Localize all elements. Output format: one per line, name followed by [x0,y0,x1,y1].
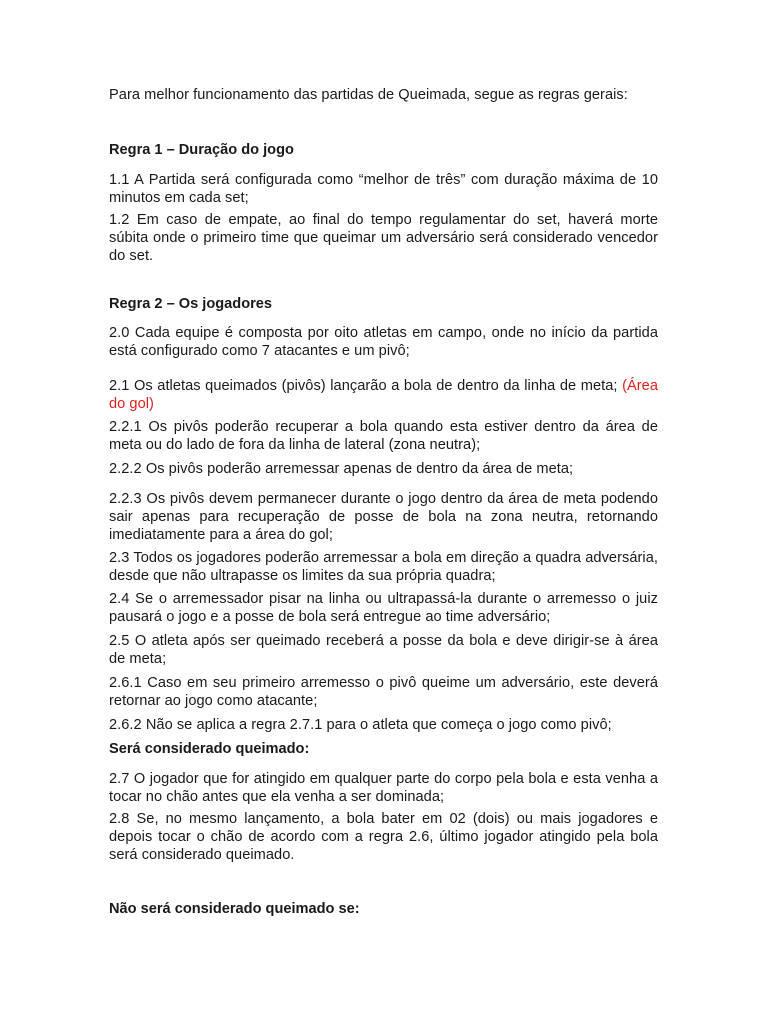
rule-item-2-1 [109,377,658,413]
rule-item-2-2-2: 2.2.2 Os pivôs poderão arremessar apenas de dentro da área de meta; [109,461,574,477]
rule2-heading: Regra 2 – Os jogadores [109,296,273,312]
queimado-heading: Será considerado queimado: [109,741,310,757]
rule-item-2-6-2: 2.6.2 Não se aplica a regra 2.7.1 para o atleta que começa o jogo como pivô; [109,717,612,733]
intro-paragraph: Para melhor funcionamento das partidas de Queimada, segue as regras gerais: [109,87,628,103]
rule-item-2-0: 2.0 Cada equipe é composta por oito atletas em campo, onde no início da partida está configurado como 7 atacantes e um pivô; [109,325,658,359]
rule-item-2-8: 2.8 Se, no mesmo lançamento, a bola bater em 02 (dois) ou mais jogadores e depois tocar o chão de acordo com a regra 2.6, último jogador atingido pela bola será considerado queimado. [109,811,658,863]
rule-item-2-7: 2.7 O jogador que for atingido em qualquer parte do corpo pela bola e esta venha a tocar no chão antes que ela venha a ser dominada; [109,771,658,805]
nao-queimado-heading: Não será considerado queimado se: [109,901,360,917]
rule-item-2-2-3: 2.2.3 Os pivôs devem permanecer durante o jogo dentro da área de meta podendo sair apenas para recuperação de posse de bola na zona neutra, retornando imediatamente para a área do gol; [109,491,658,543]
rule-item-2-3: 2.3 Todos os jogadores poderão arremessar a bola em direção a quadra adversária, desde que não ultrapasse os limites da sua própria quadra; [109,550,658,584]
rule-item-2-4: 2.4 Se o arremessador pisar na linha ou ultrapassá-la durante o arremesso o juiz pausará o jogo e a posse de bola será entregue ao time adversário; [109,591,658,625]
rule-item-2-1-note: (Área do gol) [109,378,658,412]
rule-item-2-5: 2.5 O atleta após ser queimado receberá a posse da bola e deve dirigir-se à área de meta; [109,633,658,667]
rule-item-2-2-1: 2.2.1 Os pivôs poderão recuperar a bola quando esta estiver dentro da área de meta ou do lado de fora da linha de lateral (zona neutra); [109,419,658,453]
rule-item-1-1: 1.1 A Partida será configurada como “melhor de três” com duração máxima de 10 minutos em cada set; [109,172,658,206]
rule-item-1-2: 1.2 Em caso de empate, ao final do tempo regulamentar do set, haverá morte súbita onde o primeiro time que queimar um adversário será considerado vencedor do set. [109,212,658,264]
rule1-heading: Regra 1 – Duração do jogo [109,142,294,158]
rule-item-2-6-1: 2.6.1 Caso em seu primeiro arremesso o pivô queime um adversário, este deverá retornar ao jogo como atacante; [109,675,658,709]
rule-item-2-1-text: 2.1 Os atletas queimados (pivôs) lançarão a bola de dentro da linha de meta; [109,378,618,394]
